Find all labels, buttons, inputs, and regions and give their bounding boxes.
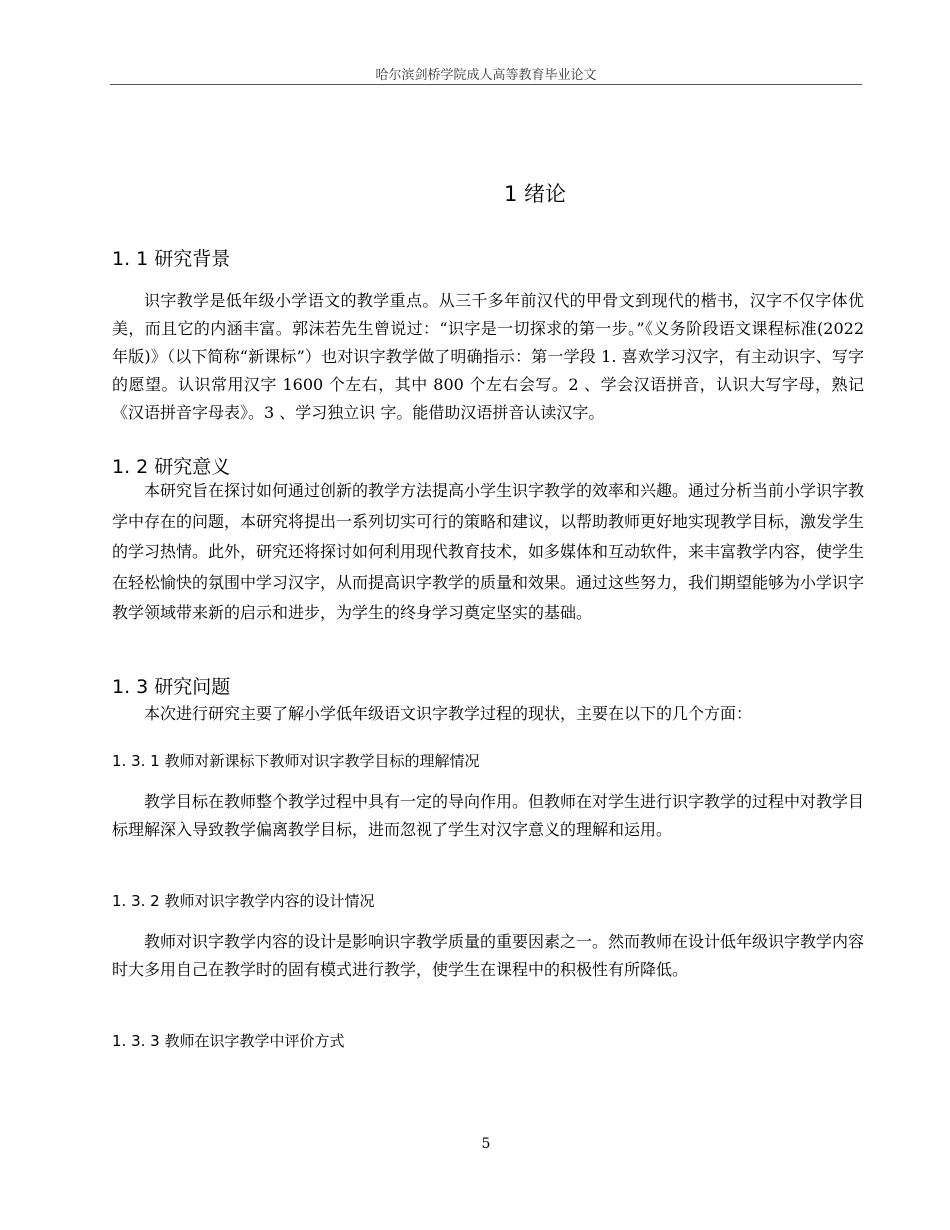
subsection-heading-1-3-3: 1. 3. 3 教师在识字教学中评价方式 [112,1032,345,1050]
subsection-body-1-3-1: 教学目标在教师整个教学过程中具有一定的导向作用。但教师在对学生进行识字教学的过程中对教学目标理解深入导致教学偏离教学目标，进而忽视了学生对汉字意义的理解和运用。 [112,792,865,839]
section-heading-1-1: 1. 1 研究背景 [112,248,231,270]
chapter-title: 1 绪论 [503,182,567,206]
section-body-1-3: 本次进行研究主要了解小学低年级语文识字教学过程的现状，主要在以下的几个方面： [144,704,753,723]
subsection-heading-1-3-1: 1. 3. 1 教师对新课标下教师对识字教学目标的理解情况 [112,752,480,770]
subsection-heading-1-3-2: 1. 3. 2 教师对识字教学内容的设计情况 [112,892,375,910]
section-body-1-2: 本研究旨在探讨如何通过创新的教学方法提高小学生识字教学的效率和兴趣。通过分析当前小学识字教学中存在的问题，本研究将提出一系列切实可行的策略和建议，以帮助教师更好地实现教学目标，激发学生的学习热情。此外，研究还将探讨如何利用现代教育技术，如多媒体和互动软件，来丰富教学内容，使学生在轻松愉快的氛围中学习汉字，从而提高识字教学的质量和效果。通过这些努力，我们期望能够为小学识字教学领域带来新的启示和进步，为学生的终身学习奠定坚实的基础。 [112,481,865,622]
header-divider [110,84,862,85]
subsection-body-1-3-2: 教师对识字教学内容的设计是影响识字教学质量的重要因素之一。然而教师在设计低年级识字教学内容时大多用自己在教学时的固有模式进行教学，使学生在课程中的积极性有所降低。 [112,932,865,979]
section-body-1-1: 识字教学是低年级小学语文的教学重点。从三千多年前汉代的甲骨文到现代的楷书，汉字不仅字体优美，而且它的内涵丰富。郭沫若先生曾说过：“识字是一切探求的第一步。”《义务阶段语文课程标准(2022 年版)》（以下简称“新课标”）也对识字教学做了明确指示：第一学段 1. 喜欢学习汉字，有主动识字、写字的愿望。认识常用汉字 1600 个左右，其中 800 个左右会写。2 、学会汉语拼音，认识大写字母，熟记《汉语拼音字母表》。3 、学习独立识 字。能借助汉语拼音认读汉字。 [112,291,864,422]
page-number: 5 [481,1136,491,1152]
running-header: 哈尔滨剑桥学院成人高等教育毕业论文 [375,68,597,83]
section-heading-1-3: 1. 3 研究问题 [112,676,231,698]
section-heading-1-2: 1. 2 研究意义 [112,456,231,478]
